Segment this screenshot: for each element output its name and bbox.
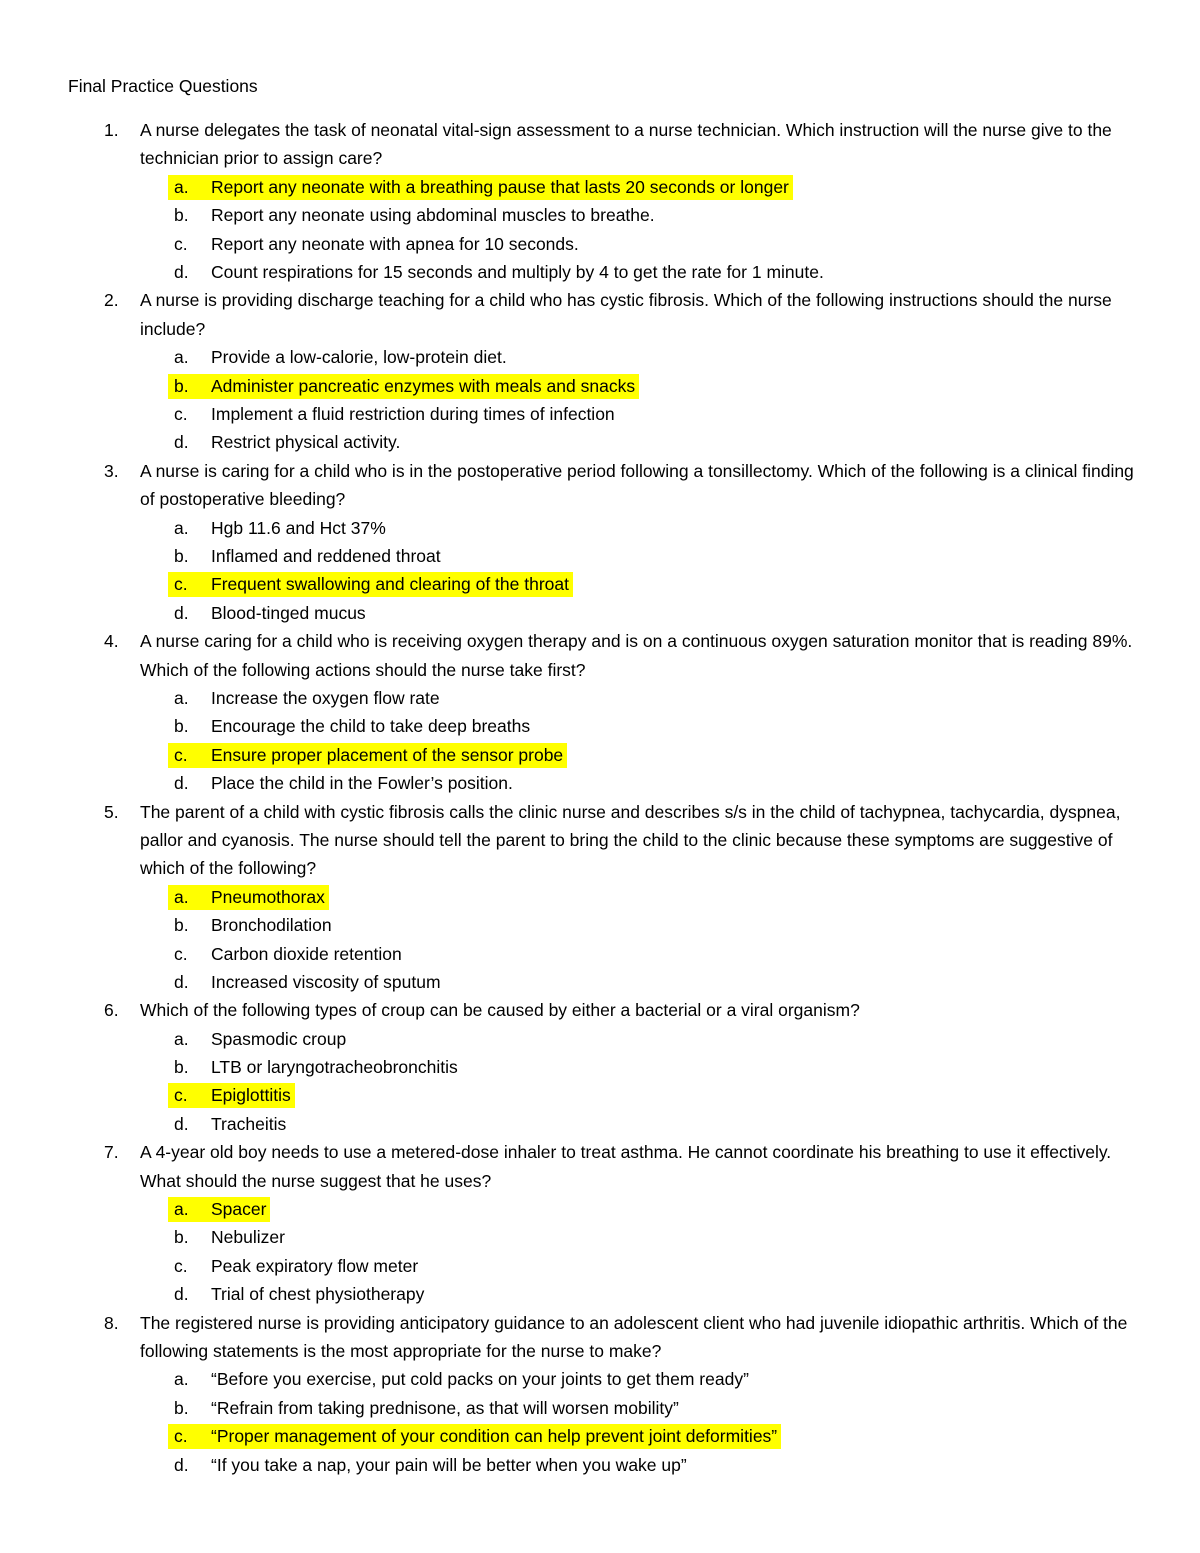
option-text: Increased viscosity of sputum [211, 971, 441, 992]
answer-option-highlighted [0, 372, 1200, 400]
option-text: Implement a fluid restriction during times of infection [211, 403, 615, 424]
option-letter: c. [174, 943, 188, 964]
question-list [0, 116, 1200, 1479]
option-text: Tracheitis [211, 1113, 287, 1134]
question-item [0, 627, 1200, 797]
question-number: 1. [104, 120, 119, 140]
option-letter: b. [174, 375, 189, 396]
option-letter: c. [174, 233, 188, 254]
question-text: A 4-year old boy needs to use a metered-dose inhaler to treat asthma. He cannot coordinate his breathing to use it effectively. What should the nurse suggest that he uses? [140, 1142, 1112, 1191]
option-letter: b. [174, 205, 189, 226]
answer-option [0, 1025, 1200, 1053]
option-text: Place the child in the Fowler’s position. [211, 773, 513, 794]
answer-option-highlighted [0, 173, 1200, 201]
option-letter: d. [174, 1284, 189, 1305]
option-text: Spasmodic croup [211, 1028, 347, 1049]
answer-options [0, 1365, 1200, 1479]
page-title: Final Practice Questions [68, 76, 258, 96]
option-text: Report any neonate with a breathing pause that lasts 20 seconds or longer [211, 176, 789, 197]
question-number: 2. [104, 290, 119, 311]
option-text: Inflamed and reddened throat [211, 545, 441, 566]
question-text: A nurse is providing discharge teaching for a child who has cystic fibrosis. Which of the following instructions should the nurse include? [140, 290, 1112, 339]
question-item [0, 1309, 1200, 1479]
answer-option-highlighted [0, 883, 1200, 911]
question-text: The registered nurse is providing anticipatory guidance to an adolescent client who had juvenile idiopathic arthritis. Which of the following statements is the most appropriate for the nurse to make? [140, 1312, 1128, 1362]
option-text: Carbon dioxide retention [211, 943, 402, 964]
option-letter: d. [174, 261, 189, 282]
option-text: Encourage the child to take deep breaths [211, 716, 531, 737]
question-text: A nurse is caring for a child who is in the postoperative period following a tonsillectomy. Which of the following is a clinical finding of postoperative bleeding? [140, 460, 1134, 510]
question-item [0, 286, 1200, 456]
answer-option [0, 1252, 1200, 1280]
option-letter: c. [174, 574, 188, 595]
option-letter: c. [174, 403, 188, 424]
question-number: 3. [104, 460, 119, 481]
option-text: LTB or laryngotracheobronchitis [211, 1057, 458, 1078]
answer-option [0, 1365, 1200, 1393]
answer-option [0, 1110, 1200, 1138]
question-item [0, 1138, 1200, 1308]
option-letter: a. [174, 1199, 189, 1220]
answer-option [0, 911, 1200, 939]
answer-options [0, 1025, 1200, 1139]
answer-option [0, 1394, 1200, 1422]
answer-option [0, 968, 1200, 996]
question-number: 5. [104, 801, 119, 822]
option-text: Report any neonate with apnea for 10 seconds. [211, 233, 579, 254]
answer-option [0, 712, 1200, 740]
answer-options [0, 343, 1200, 457]
answer-option [0, 599, 1200, 627]
option-text: Spacer [211, 1199, 267, 1220]
answer-option [0, 514, 1200, 542]
option-text: Provide a low-calorie, low-protein diet. [211, 347, 507, 368]
question-number: 4. [104, 631, 119, 652]
answer-option-highlighted [0, 1422, 1200, 1450]
option-letter: d. [174, 1454, 189, 1475]
option-text: “Before you exercise, put cold packs on your joints to get them ready” [211, 1369, 749, 1390]
option-text: “Refrain from taking prednisone, as that will worsen mobility” [211, 1397, 679, 1418]
option-text: Pneumothorax [211, 886, 325, 907]
option-text: Administer pancreatic enzymes with meals and snacks [211, 375, 636, 396]
question-text: Which of the following types of croup can be caused by either a bacterial or a viral organism? [140, 1000, 860, 1021]
answer-option-highlighted [0, 1081, 1200, 1109]
answer-option [0, 769, 1200, 797]
option-text: Bronchodilation [211, 915, 332, 936]
answer-options [0, 684, 1200, 798]
option-letter: d. [174, 432, 189, 453]
answer-option [0, 428, 1200, 456]
option-letter: a. [174, 347, 189, 368]
option-letter: b. [174, 915, 189, 936]
question-item [0, 457, 1200, 627]
question-number: 8. [104, 1312, 119, 1333]
option-letter: a. [174, 1028, 189, 1049]
question-text: A nurse delegates the task of neonatal vital-sign assessment to a nurse technician. Which instruction will the nurse give to the technician prior to assign care? [140, 120, 1112, 169]
option-letter: d. [174, 971, 189, 992]
option-letter: d. [174, 602, 189, 623]
option-text: Trial of chest physiotherapy [211, 1284, 425, 1305]
answer-option [0, 1280, 1200, 1308]
option-text: Hgb 11.6 and Hct 37% [211, 517, 386, 538]
question-text: A nurse caring for a child who is receiving oxygen therapy and is on a continuous oxygen saturation monitor that is reading 89%. Which of the following actions should the nurse take first? [140, 631, 1133, 680]
answer-option [0, 684, 1200, 712]
option-letter: c. [174, 1085, 188, 1106]
answer-options [0, 173, 1200, 287]
question-number: 7. [104, 1142, 119, 1163]
option-letter: b. [174, 1397, 189, 1418]
option-letter: b. [174, 1227, 189, 1248]
answer-option [0, 343, 1200, 371]
option-text: Report any neonate using abdominal muscles to breathe. [211, 205, 655, 226]
answer-option-highlighted [0, 570, 1200, 598]
answer-option-highlighted [0, 741, 1200, 769]
option-text: Ensure proper placement of the sensor probe [211, 744, 564, 765]
question-number: 6. [104, 1000, 119, 1021]
answer-options [0, 1195, 1200, 1309]
answer-options [0, 883, 1200, 997]
answer-option [0, 201, 1200, 229]
option-text: Blood-tinged mucus [211, 602, 366, 623]
option-letter: b. [174, 1057, 189, 1078]
question-item [0, 798, 1200, 997]
answer-option [0, 400, 1200, 428]
option-text: Epiglottitis [211, 1085, 291, 1106]
question-text: The parent of a child with cystic fibrosis calls the clinic nurse and describes s/s in the child of tachypnea, tachycardia, dyspnea, pallor and cyanosis. The nurse should tell the parent to bring the child to the clinic because these symptoms are suggestive of which of the following? [140, 801, 1121, 879]
option-letter: a. [174, 886, 189, 907]
answer-option [0, 1223, 1200, 1251]
answer-option [0, 230, 1200, 258]
option-letter: c. [174, 1426, 188, 1447]
answer-option [0, 542, 1200, 570]
option-text: Frequent swallowing and clearing of the throat [211, 574, 569, 595]
option-letter: c. [174, 744, 188, 765]
option-letter: d. [174, 1113, 189, 1134]
option-letter: b. [174, 716, 189, 737]
option-letter: a. [174, 687, 189, 708]
question-item [0, 996, 1200, 1138]
option-letter: a. [174, 517, 189, 538]
answer-options [0, 514, 1200, 628]
option-text: Increase the oxygen flow rate [211, 687, 440, 708]
question-item [0, 116, 1200, 286]
option-letter: a. [174, 176, 189, 197]
option-text: “If you take a nap, your pain will be better when you wake up” [211, 1454, 687, 1475]
option-letter: b. [174, 545, 189, 566]
answer-option [0, 1053, 1200, 1081]
answer-option [0, 1451, 1200, 1479]
answer-option [0, 940, 1200, 968]
answer-option [0, 258, 1200, 286]
option-letter: c. [174, 1255, 188, 1276]
option-text: Peak expiratory flow meter [211, 1255, 419, 1276]
option-text: Count respirations for 15 seconds and multiply by 4 to get the rate for 1 minute. [211, 261, 824, 282]
answer-option-highlighted [0, 1195, 1200, 1223]
option-text: Nebulizer [211, 1227, 285, 1248]
option-letter: d. [174, 773, 189, 794]
option-text: Restrict physical activity. [211, 432, 401, 453]
option-letter: a. [174, 1369, 189, 1390]
option-text: “Proper management of your condition can help prevent joint deformities” [211, 1426, 778, 1447]
